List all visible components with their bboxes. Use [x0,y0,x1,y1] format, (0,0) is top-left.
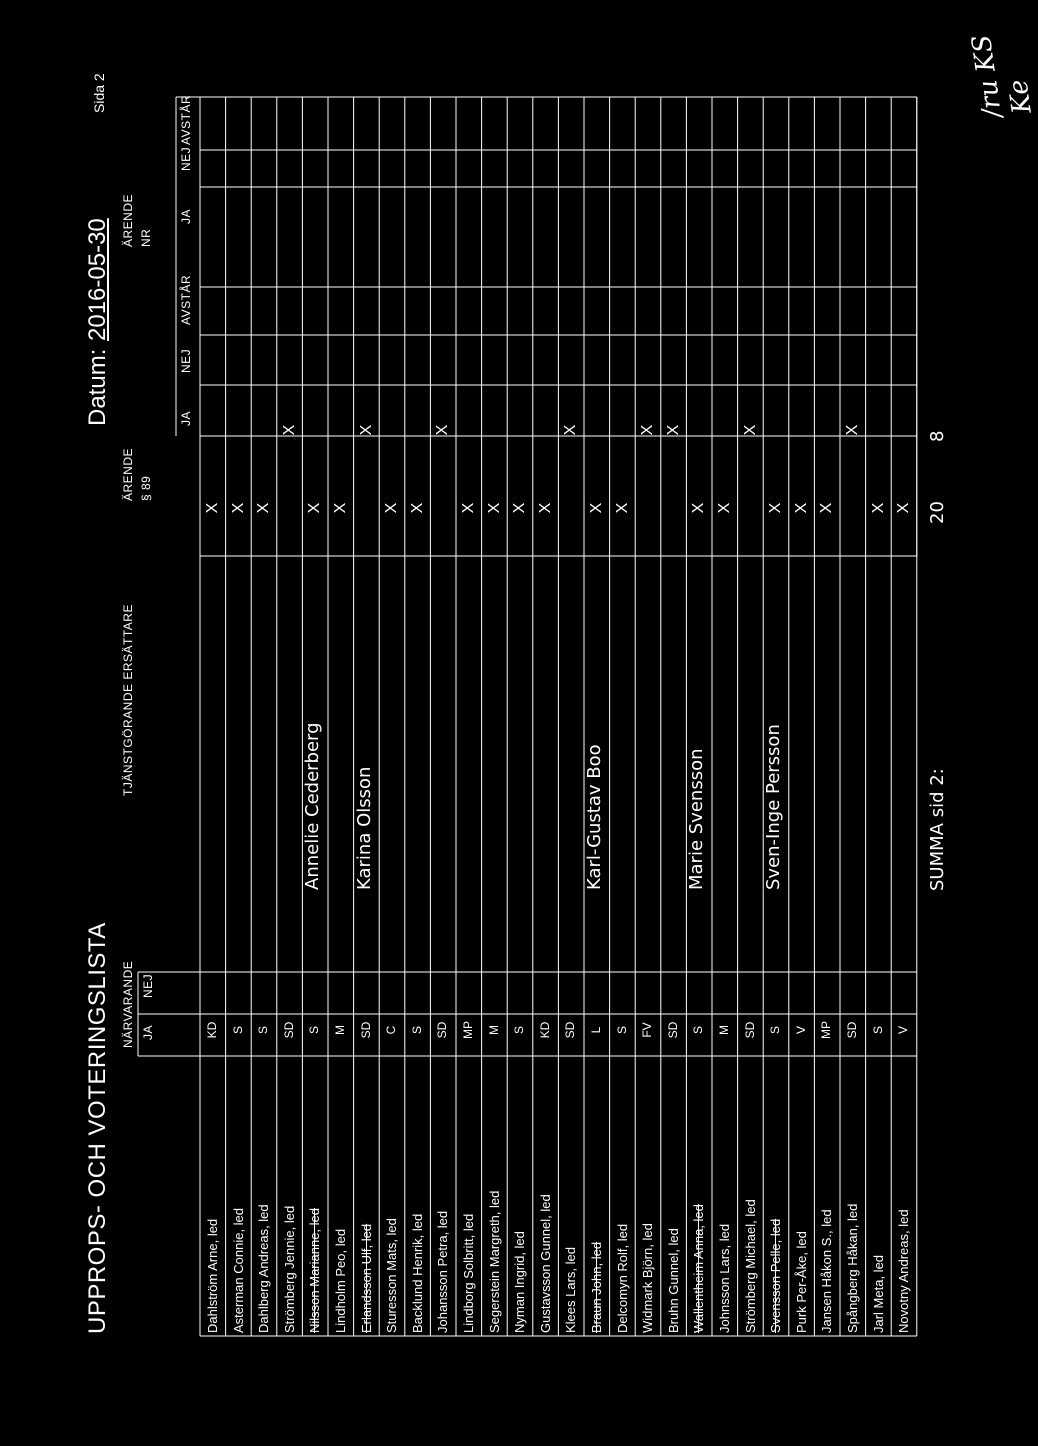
member-party: V [896,1026,911,1035]
table-row [686,97,711,1336]
member-name: Nilsson Marianne, led [307,1207,323,1333]
document-title: UPPROPS- OCH VOTERINGSLISTA [84,922,111,1334]
member-name: Segerstein Margreth, led [486,1190,502,1333]
member-party: C [384,1025,399,1035]
table-row [354,97,379,1336]
table-row [712,97,737,1336]
table-row [482,97,507,1336]
table-row [430,97,455,1336]
member-party: SD [563,1021,578,1039]
date-value: 2016-05-30 [84,218,111,341]
page-number: Sida 2 [91,73,107,113]
member-name: Jansen Håkon S., led [819,1209,835,1333]
header-arende1-nr: § 89 [139,475,153,501]
vote-ja-mark: X [204,502,221,514]
table-row [840,97,865,1336]
member-name: Svensson Pelle, led [768,1218,784,1333]
vote-ja-mark: X [613,502,631,514]
header-arende2: ÄRENDE [121,193,135,247]
summa-ja: 20 [927,501,948,524]
vote-ja-mark: X [255,502,273,514]
table-row [507,97,532,1336]
table-row [277,97,302,1336]
header-ja-1: JA [179,410,193,426]
member-party: M [717,1025,731,1035]
table-row [891,97,916,1336]
vote-ja-mark: X [485,502,503,514]
vote-nej-mark: X [562,424,580,436]
member-name: Erlandsson Ulf, led [358,1223,374,1333]
table-row [789,97,814,1336]
member-name: Dahlström Arne, led [205,1218,220,1333]
table-row [200,97,225,1336]
substitute-name: Annelie Cederberg [302,722,324,890]
member-party: S [256,1026,271,1035]
table-row [661,97,686,1336]
vote-ja-mark: X [408,502,426,514]
handwritten-signature: /ru KS Ke [966,32,1038,120]
header-arende1: ÄRENDE [121,447,135,501]
substitute-name: Karl-Gustav Boo [584,744,605,890]
member-party: SD [358,1021,373,1039]
header-nej-1: NEJ [179,348,193,373]
vote-ja-mark: X [716,502,733,514]
member-party: SD [845,1021,859,1039]
header-narvarande: NÄRVARANDE [121,960,135,1048]
member-name: Wallentheim Anna, led [691,1204,707,1333]
vote-ja-mark: X [690,502,708,514]
vote-ja-mark: X [869,502,887,514]
vote-ja-mark: X [383,502,401,514]
member-party: S [691,1026,706,1035]
vote-ja-mark: X [792,502,810,514]
vote-nej-mark: X [434,424,452,436]
member-party: MP [819,1021,834,1039]
table-row [814,97,839,1336]
header-nej-2: NEJ [179,146,193,171]
vote-ja-mark: X [895,502,913,514]
header-arende2-nr: NR [139,228,153,247]
member-name: Jarl Meta, led [870,1254,886,1333]
table-row [533,97,558,1336]
member-party: S [614,1026,629,1035]
vote-ja-mark: X [460,502,477,514]
substitute-name: Karina Olsson [353,766,375,890]
member-party: L [589,1026,603,1034]
vote-ja-mark: X [818,502,836,514]
substitute-name: Marie Svensson [686,748,708,890]
table-row [610,97,635,1336]
vote-nej-mark: X [357,424,375,436]
member-name: Widmark Björn, led [640,1223,656,1333]
header-ja-2: JA [179,208,193,224]
table-row [302,97,327,1336]
table-row [456,97,481,1336]
table-row [635,97,660,1336]
table-row [226,97,251,1336]
vote-ja-mark: X [511,502,529,514]
member-party: KD [537,1021,552,1039]
header-avstar-1: AVSTÅR [179,274,193,325]
date-label: Datum: [84,348,111,426]
member-party: S [230,1026,245,1035]
summa-label: SUMMA sid 2: [927,768,948,891]
table-row [405,97,430,1336]
member-party: S [870,1026,885,1035]
member-name: Johansson Petra, led [435,1210,451,1333]
member-name: Gustavsson Gunnel, led [537,1194,553,1333]
member-name: Bruhn Gunnel, led [665,1228,681,1333]
member-name: Sturesson Mats, led [384,1218,400,1333]
vote-nej-mark: X [741,424,759,436]
substitute-name: Sven-Inge Persson [763,724,785,890]
member-name: Lindholm Peo, led [333,1228,348,1333]
table-row [379,97,404,1336]
table-row [866,97,891,1336]
vote-nej-mark: X [844,424,861,436]
member-party: S [307,1026,322,1035]
member-party: MP [461,1021,475,1039]
table-row [738,97,763,1336]
member-name: Backlund Henrik, led [409,1213,425,1333]
member-name: Purk Per-Åke, led [793,1231,809,1333]
vote-ja-mark: X [588,502,605,514]
member-party: S [512,1026,527,1035]
member-name: Spångberg Håkan, led [845,1203,860,1333]
header-narvarande-nej: NEJ [141,973,155,998]
member-party: SD [435,1021,450,1039]
vote-ja-mark: X [332,502,349,514]
vote-ja-mark: X [306,502,324,514]
vote-ja-mark: X [229,502,247,514]
member-party: M [486,1025,501,1035]
member-name: Strömberg Jennie, led [281,1205,297,1333]
member-name: Novotny Andreas, led [896,1209,912,1333]
member-party: V [793,1026,808,1035]
member-name: Delcomyn Rolf, led [614,1223,630,1333]
member-party: S [768,1026,783,1035]
vote-nej-mark: X [639,424,657,436]
header-narvarande-ja: JA [141,1024,155,1040]
table-row [584,97,609,1336]
member-name: Dahlberg Andreas, led [256,1204,272,1333]
member-name: Asterman Connie, led [230,1207,246,1333]
member-name: Nyman Ingrid, led [512,1231,528,1333]
member-name: Strömberg Michael, led [742,1199,758,1333]
member-name: Lindborg Solbritt, led [461,1213,476,1333]
member-party: M [333,1025,347,1035]
member-name: Braun John, led [589,1241,604,1333]
member-name: Klees Lars, led [563,1247,579,1333]
table-row [763,97,788,1336]
member-party: SD [281,1021,296,1039]
header-avstar-2: AVSTÅR [179,94,193,145]
table-row [251,97,276,1336]
vote-ja-mark: X [767,502,785,514]
header-ersattare: TJÄNSTGÖRANDE ERSÄTTARE [121,604,135,796]
member-party: SD [665,1021,680,1039]
table-row [328,97,353,1336]
summa-nej: 8 [927,430,948,442]
vote-ja-mark: X [536,502,554,514]
member-party: S [409,1026,424,1035]
member-party: SD [742,1021,757,1039]
member-name: Johnsson Lars, led [717,1223,732,1333]
table-row [558,97,583,1336]
vote-nej-mark: X [280,424,298,436]
member-party: FV [640,1022,655,1038]
member-party: KD [205,1021,219,1039]
vote-nej-mark: X [664,424,682,436]
